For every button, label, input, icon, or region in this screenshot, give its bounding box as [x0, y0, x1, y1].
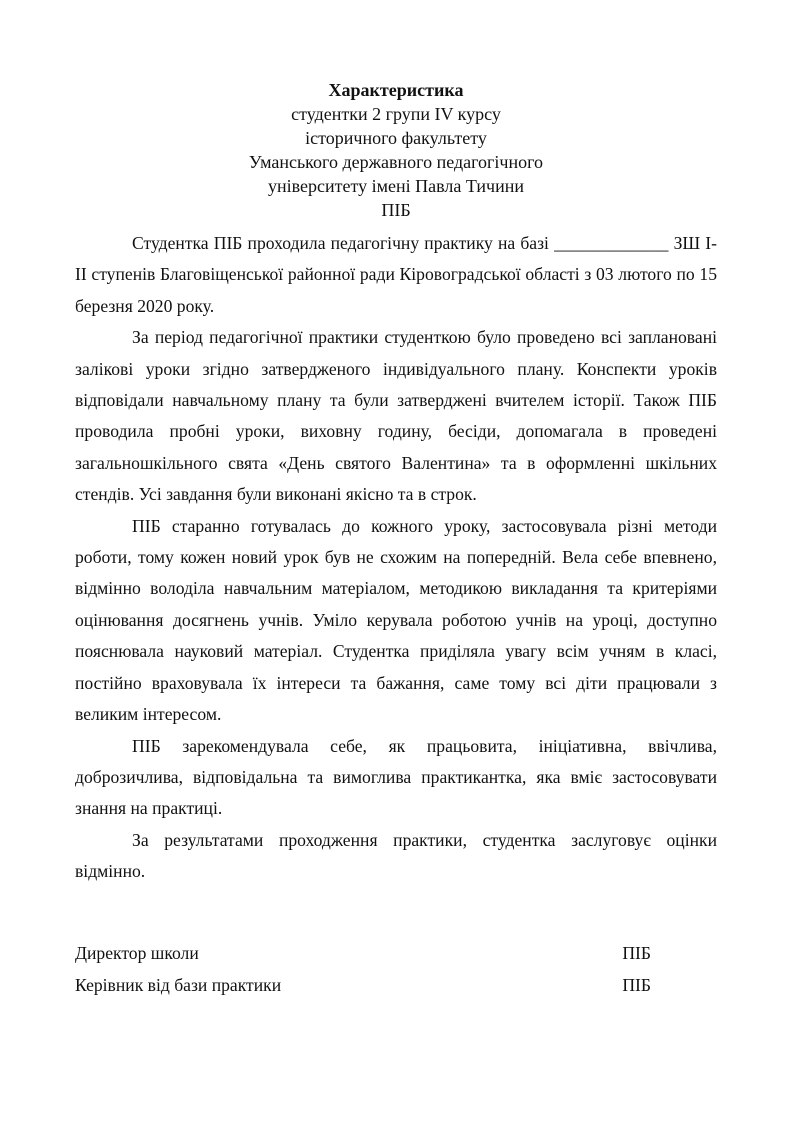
signature-role-director: Директор школи — [75, 943, 199, 963]
paragraph-preparation: ПІБ старанно готувалась до кожного уроку, застосовувала різні методи роботи, тому кожен новий урок був не схожим на попередній. Вела себе впевнено, відмінно володіла навчальним матеріалом, методикою викладання та критеріями оцінювання досягнень учнів. Уміло керувала роботою учнів на уроці, доступно пояснювала науковий матеріал. Студентка приділяла увагу всім учням в класі, постійно враховувала їх інтереси та бажання, саме тому всі діти працювали з великим інтересом. — [75, 515, 717, 725]
signature-name-director: ПІБ — [622, 943, 651, 963]
signature-block — [75, 938, 651, 1001]
header-line-faculty: історичного факультету — [305, 128, 487, 148]
document-title: Характеристика — [328, 80, 464, 100]
signature-row-director — [75, 938, 651, 970]
paragraph-lessons: За період педагогічної практики студенткою було проведено всі заплановані залікові уроки згідно затвердженого індивідуального плану. Конспекти уроків відповідали навчальному плану та були затверджені вчителем історії. Також ПІБ проводила пробні уроки, виховну годину, бесіди, допомагала в проведені загальношкільного свята «День святого Валентина» та в оформленні шкільних стендів. Усі завдання були виконані якісно та в строк. — [75, 327, 717, 505]
header-line-university-name: університету імені Павла Тичини — [268, 176, 524, 196]
document-body — [75, 228, 717, 888]
header-line-group: студентки 2 групи IV курсу — [291, 104, 501, 124]
paragraph-qualities: ПІБ зарекомендувала себе, як працьовита, ініціативна, ввічлива, доброзичлива, відповідальна та вимоглива практикантка, яка вміє застосовувати знання на практиці. — [75, 735, 717, 819]
signature-role-supervisor: Керівник від бази практики — [75, 974, 282, 995]
header-line-university: Уманського державного педагогічного — [248, 152, 544, 172]
document-page — [75, 78, 717, 888]
paragraph-practice-place: Студентка ПІБ проходила педагогічну практику на базі _____________ ЗШ І-ІІ ступенів Благовіщенської районної ради Кіровоградської області з 03 лютого по 15 березня 2020 року. — [75, 233, 717, 316]
header-line-student-name: ПІБ — [381, 200, 411, 220]
signature-row-supervisor — [75, 970, 651, 1002]
document-header — [75, 78, 717, 222]
signature-name-supervisor: ПІБ — [622, 974, 651, 995]
paragraph-grade: За результатами проходження практики, студентка заслуговує оцінки відмінно. — [75, 829, 717, 882]
